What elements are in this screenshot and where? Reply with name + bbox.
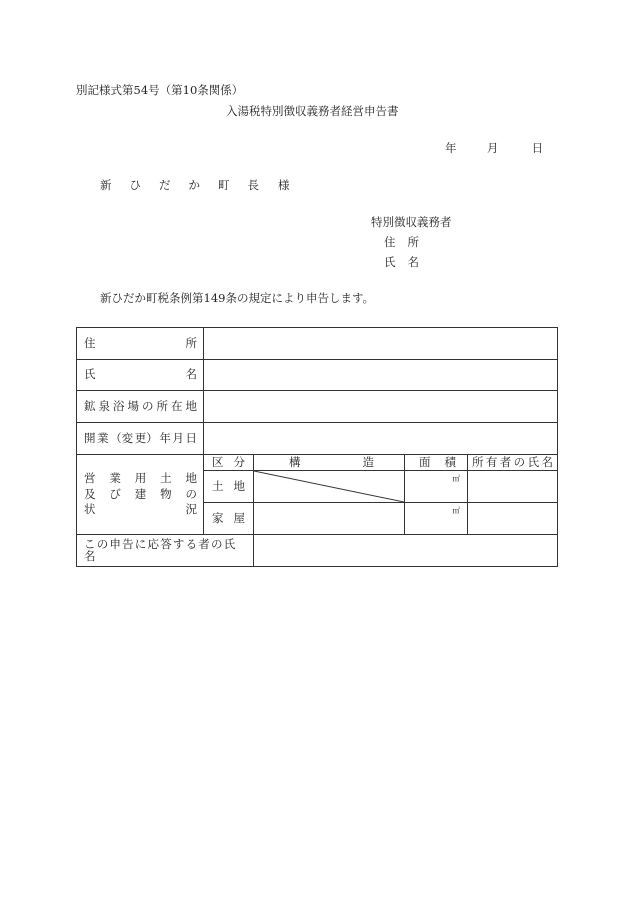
respondent-name-label: この申告に応答する者の氏名: [77, 535, 254, 567]
declaration-table: [76, 327, 558, 567]
opening-date-label: 開 業 （変 更） 年 月 日: [77, 423, 204, 455]
addressee-mayor: 新 ひ だ か 町 長: [100, 178, 259, 192]
name-label-cell: 氏 名: [77, 360, 204, 391]
house-area-input[interactable]: [405, 503, 468, 535]
table-row: [77, 328, 558, 360]
honorific-sama: 様: [278, 178, 290, 192]
address-label-cell: 住 所: [77, 328, 204, 360]
applicant-name-label: 氏 名: [384, 255, 419, 269]
land-row-label: 土 地: [204, 471, 254, 503]
mineral-spring-location-input[interactable]: [204, 391, 558, 423]
applicant-address-label: 住 所: [384, 235, 419, 249]
table-row: [77, 360, 558, 391]
business-land-building-label: 営 業 用 土 地 及 び 建 物 の 状 況: [77, 455, 204, 535]
declaration-statement: 新ひだか町税条例第149条の規定により申告します。: [100, 291, 375, 305]
table-row: [77, 423, 558, 455]
date-month-label: 月: [486, 141, 499, 155]
category-header: 区 分: [204, 455, 254, 471]
table-row: [77, 455, 558, 471]
structure-header: 構 造: [254, 455, 405, 471]
table-row: [77, 535, 558, 567]
house-structure-input[interactable]: [254, 503, 405, 535]
respondent-name-input[interactable]: [254, 535, 558, 567]
document-title: 入湯税特別徴収義務者経営申告書: [226, 104, 399, 118]
house-row-label: 家 屋: [204, 503, 254, 535]
date-line: [445, 143, 543, 155]
owner-name-header: 所 有 者 の 氏 名: [468, 455, 558, 471]
date-year-label: 年: [445, 141, 457, 155]
collector-title: 特別徴収義務者: [371, 215, 452, 229]
land-structure-cell: [254, 471, 405, 503]
area-header: 面 積: [405, 455, 468, 471]
land-owner-input[interactable]: [468, 471, 558, 503]
land-area-input[interactable]: [405, 471, 468, 503]
table-row: [77, 391, 558, 423]
name-input[interactable]: [204, 360, 558, 391]
opening-date-input[interactable]: [204, 423, 558, 455]
square-meter-unit: ㎡: [452, 474, 460, 483]
date-day-label: 日: [531, 141, 544, 155]
form-number: 別記様式第54号（第10条関係）: [76, 83, 244, 97]
square-meter-unit: ㎡: [452, 506, 460, 515]
diagonal-strike-line: [254, 471, 404, 502]
address-input[interactable]: [204, 328, 558, 360]
mineral-spring-location-label: 鉱 泉 浴 場 の 所 在 地: [77, 391, 204, 423]
house-owner-input[interactable]: [468, 503, 558, 535]
